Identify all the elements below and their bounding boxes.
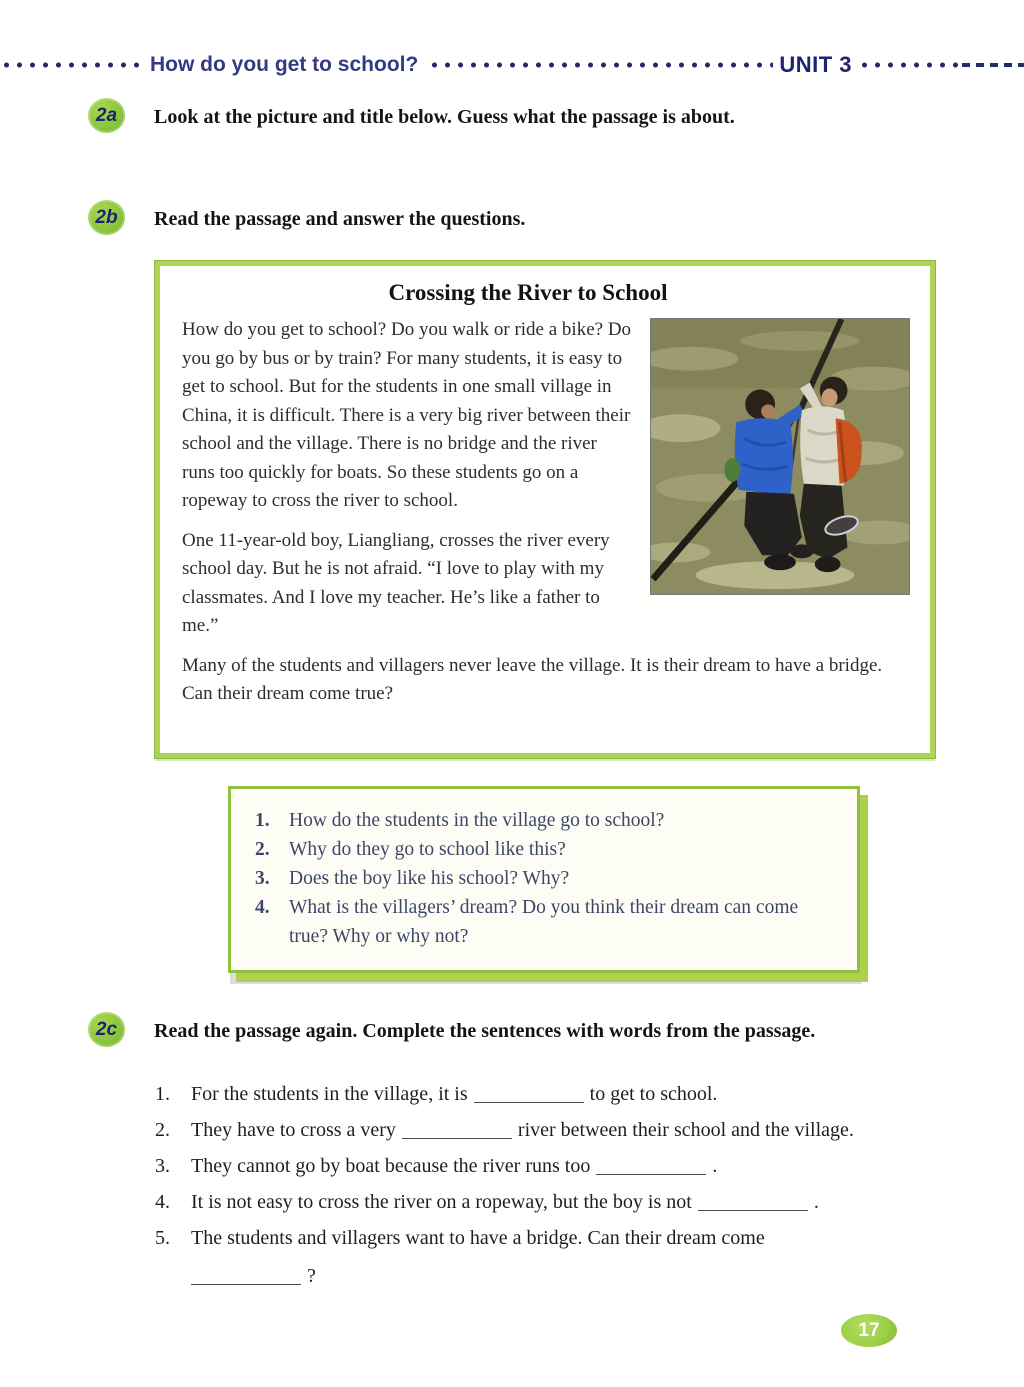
fill-in-sentence bbox=[191, 1116, 1024, 1144]
activity-badge-2c: 2c bbox=[88, 1012, 125, 1047]
sentence-after-blank: . bbox=[712, 1155, 718, 1177]
passage-paragraph-3: Many of the students and villagers never leave the village. It is their dream to have a bridge. Can their dream come true? bbox=[182, 654, 883, 704]
ropeway-photo bbox=[650, 318, 910, 595]
line-break bbox=[191, 1252, 1024, 1262]
fill-in-number: 4. bbox=[155, 1191, 170, 1213]
sentence-before-blank: For the students in the village, it is bbox=[191, 1083, 468, 1105]
activity-2b bbox=[88, 200, 974, 235]
dotted-rule-right bbox=[858, 61, 962, 69]
passage-paragraph-1: How do you get to school? Do you walk or ride a bike? Do you go by bus or by train? For many students, it is easy to get to school. But for the students in one small village in China, it is difficult. There is a very big river between their school and the village. There is no bridge and the river runs too quickly for boats. So these students go on a ropeway to cross the river to school. bbox=[182, 319, 632, 511]
sentence-after-blank: river between their school and the village. bbox=[517, 1119, 854, 1141]
fill-in-item-2 bbox=[155, 1116, 1024, 1144]
ropeway-photo-art bbox=[651, 319, 909, 594]
question-number: 1. bbox=[255, 810, 270, 831]
fill-in-sentence bbox=[191, 1152, 1024, 1180]
header-title: How do you get to school? bbox=[150, 53, 419, 76]
unit-label: UNIT 3 bbox=[779, 52, 852, 77]
question-2 bbox=[255, 835, 839, 864]
fill-in-item-3 bbox=[155, 1152, 1024, 1180]
fill-in-item-5 bbox=[155, 1224, 1024, 1290]
activity-2a bbox=[88, 98, 974, 133]
fill-in-item-4 bbox=[155, 1188, 1024, 1216]
activity-badge-2b: 2b bbox=[88, 200, 125, 235]
fill-blank bbox=[402, 1118, 512, 1139]
sentence-after-blank: ? bbox=[307, 1265, 316, 1287]
fill-in-number: 2. bbox=[155, 1119, 170, 1141]
page-header bbox=[0, 54, 1024, 76]
fill-blank bbox=[596, 1154, 706, 1175]
sentence-before-blank: The students and villagers want to have a bridge. Can their dream come bbox=[191, 1227, 765, 1249]
dashed-rule-end bbox=[962, 63, 1024, 67]
question-text: Why do they go to school like this? bbox=[289, 839, 566, 860]
fill-in-number: 3. bbox=[155, 1155, 170, 1177]
fill-blank bbox=[474, 1082, 584, 1103]
dotted-rule-left bbox=[0, 61, 140, 69]
question-4 bbox=[255, 893, 839, 951]
question-text: Does the boy like his school? Why? bbox=[289, 868, 570, 889]
question-3 bbox=[255, 864, 839, 893]
question-number: 4. bbox=[255, 897, 270, 918]
questions-box bbox=[228, 786, 860, 973]
page-number-badge: 17 bbox=[841, 1314, 897, 1347]
fill-blank bbox=[191, 1264, 301, 1285]
fill-in-number: 5. bbox=[155, 1227, 170, 1249]
passage-title: Crossing the River to School bbox=[388, 280, 668, 305]
fill-in-sentence bbox=[191, 1188, 1024, 1216]
activity-instruction-2c: Read the passage again. Complete the sentences with words from the passage. bbox=[154, 1020, 816, 1042]
activity-instruction-2a: Look at the picture and title below. Guess what the passage is about. bbox=[154, 106, 735, 128]
question-text: What is the villagers’ dream? Do you think their dream can come true? Why or why not? bbox=[289, 897, 799, 947]
reading-passage-box bbox=[155, 261, 935, 758]
activity-badge-2a: 2a bbox=[88, 98, 125, 133]
question-text: How do the students in the village go to school? bbox=[289, 810, 665, 831]
sentence-before-blank: They have to cross a very bbox=[191, 1119, 396, 1141]
fill-in-sentence bbox=[191, 1080, 1024, 1108]
question-number: 3. bbox=[255, 868, 270, 889]
fill-in-sentence bbox=[191, 1224, 1024, 1290]
fill-in-exercise bbox=[155, 1080, 1024, 1298]
fill-blank bbox=[698, 1190, 808, 1211]
sentence-after-blank: to get to school. bbox=[589, 1083, 718, 1105]
passage-paragraph-2: One 11-year-old boy, Liangliang, crosses the river every school day. But he is not afraid. “I love to play with my classmates. And I love my teacher. He’s like a father to me.” bbox=[182, 529, 610, 636]
sentence-before-blank: They cannot go by boat because the river runs too bbox=[191, 1155, 591, 1177]
sentence-after-blank: . bbox=[813, 1191, 819, 1213]
fill-in-number: 1. bbox=[155, 1083, 170, 1105]
activity-2c bbox=[88, 1012, 974, 1047]
fill-in-item-1 bbox=[155, 1080, 1024, 1108]
question-1 bbox=[255, 806, 839, 835]
question-number: 2. bbox=[255, 839, 270, 860]
activity-instruction-2b: Read the passage and answer the questions. bbox=[154, 208, 526, 230]
sentence-before-blank: It is not easy to cross the river on a ropeway, but the boy is not bbox=[191, 1191, 692, 1213]
dotted-rule-middle bbox=[428, 61, 773, 69]
